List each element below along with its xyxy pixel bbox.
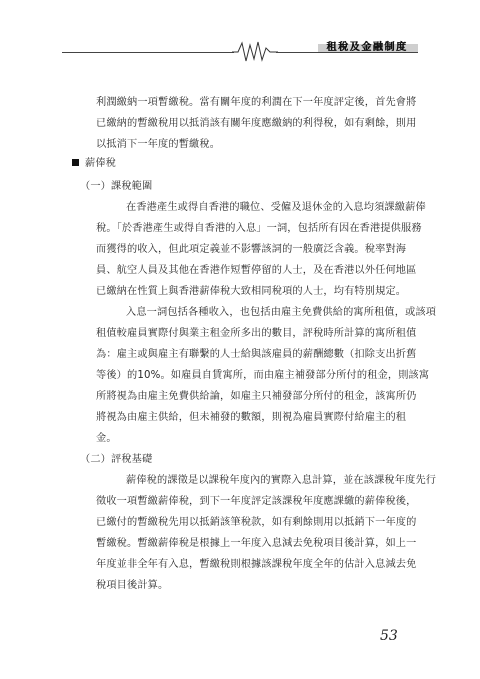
paragraph-line: 已繳納在性質上與香港薪俸稅大致相同稅項的人士，均有特別規定。 bbox=[96, 286, 407, 297]
paragraph-line: 而獲得的收入，但此項定義並不影響該詞的一般廣泛含義。稅率對海 bbox=[96, 244, 407, 255]
paragraph-line: 以抵消下一年度的暫繳稅。 bbox=[96, 139, 221, 150]
paragraph-line: 員、航空人員及其他在香港作短暫停留的人士，及在香港以外任何地區 bbox=[96, 265, 417, 276]
paragraph-line: 稅項目後計算。 bbox=[96, 580, 169, 591]
section-heading bbox=[72, 157, 116, 171]
running-header-title: 租稅及金融制度 bbox=[326, 42, 408, 53]
paragraph-line: 租值較雇員實際付與業主租金所多出的數目，評稅時所計算的寓所租值 bbox=[96, 328, 417, 339]
paragraph-line: 所將視為由雇主免費供給論，如雇主只補發部分所付的租金，該寓所仍 bbox=[96, 391, 417, 402]
paragraph-line: 徵收一項暫繳薪俸稅，到下一年度評定該課稅年度應課繳的薪俸稅後， bbox=[96, 496, 417, 507]
paragraph-line: 在香港產生或得自香港的職位、受僱及退休金的入息均須課繳薪俸 bbox=[126, 202, 426, 213]
paragraph-line: 入息一詞包括各種收入，也包括由雇主免費供給的寓所租值，或該項 bbox=[126, 307, 437, 318]
paragraph-line: 為：雇主或與雇主有聯繫的人士給與該雇員的薪酬總數（扣除支出折舊 bbox=[96, 349, 417, 360]
paragraph-line: 稅。「於香港產生或得自香港的入息」一詞，包括所有因在香港提供服務 bbox=[96, 223, 422, 234]
page-number: 53 bbox=[380, 628, 398, 644]
paragraph-line: 利潤繳納一項暫繳稅。當有關年度的利潤在下一年度評定後，首先會將 bbox=[96, 97, 417, 108]
square-bullet-icon bbox=[72, 159, 79, 166]
paragraph-line: 等後）的10%。如雇員自賃寓所，而由雇主補發部分所付的租金，則該寓 bbox=[96, 370, 430, 381]
subsection-heading: （二）評稅基礎 bbox=[80, 454, 153, 465]
paragraph-line: 年度並非全年有入息，暫繳稅則根據該課稅年度全年的估計入息減去免 bbox=[96, 559, 417, 570]
paragraph-line: 已繳付的暫繳稅先用以抵銷該筆稅款，如有剩餘則用以抵銷下一年度的 bbox=[96, 517, 417, 528]
section-heading-text: 薪俸稅 bbox=[85, 158, 117, 169]
paragraph-line: 已繳納的暫繳稅用以抵消該有關年度應繳納的利得稅，如有剩餘，則用 bbox=[96, 118, 417, 129]
paragraph-line: 金。 bbox=[96, 433, 117, 444]
paragraph-line: 薪俸稅的課徵是以課稅年度內的實際入息計算，並在該課稅年度先行 bbox=[126, 475, 437, 486]
paragraph-line: 將視為由雇主供給，但未補發的數額，則視為雇員實際付給雇主的租 bbox=[96, 412, 407, 423]
subsection-heading: （一）課稅範圍 bbox=[80, 181, 153, 192]
paragraph-line: 暫繳稅。暫繳薪俸稅是根據上一年度入息減去免稅項目後計算，如上一 bbox=[96, 538, 417, 549]
